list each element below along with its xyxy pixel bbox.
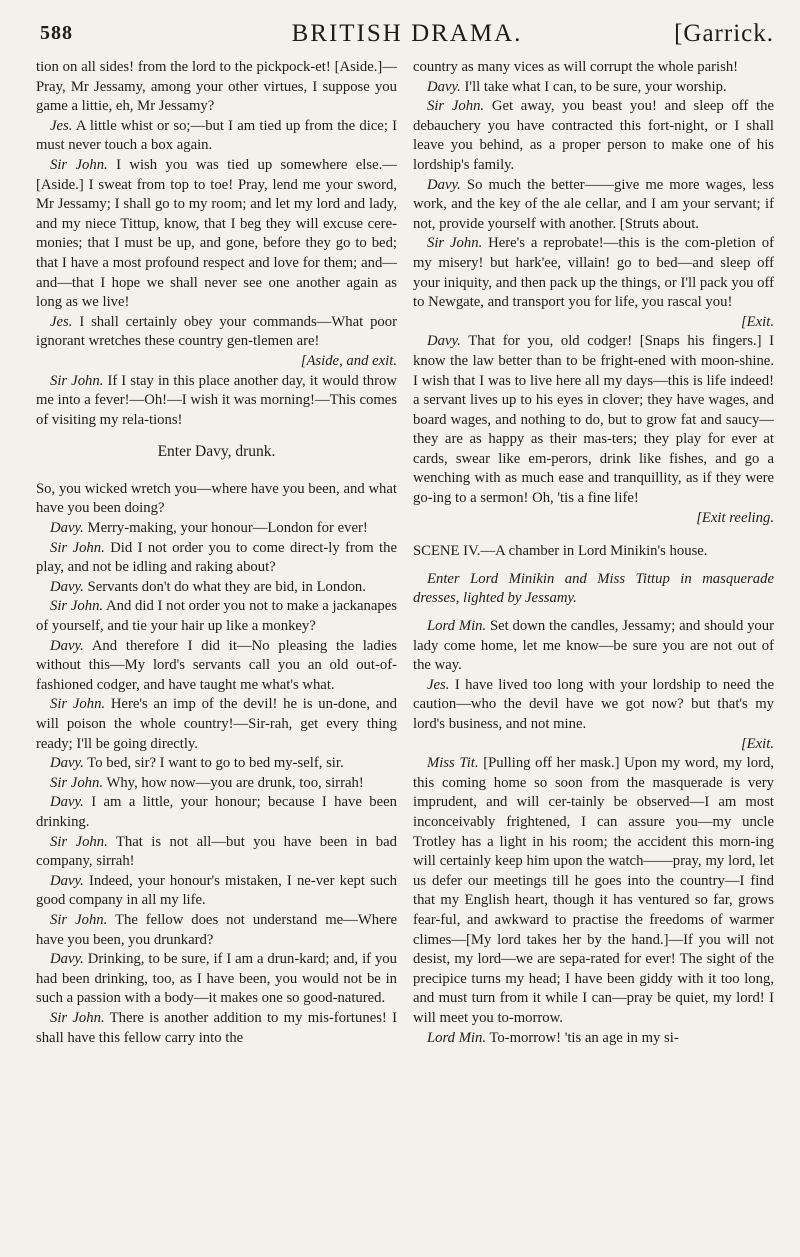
speech-text: I'll take what I can, to be sure, your worship. <box>464 78 727 95</box>
speaker-name: Sir John. <box>427 98 485 115</box>
speech <box>36 519 397 539</box>
speaker-name: Davy. <box>427 176 461 193</box>
speaker-name: Sir John. <box>50 598 104 615</box>
speech <box>36 637 397 696</box>
speaker-name: Jes. <box>50 313 73 330</box>
speech-text: A little whist or so;—but I am tied up from the dice; I must never touch a box again. <box>36 117 397 154</box>
speech <box>36 833 397 872</box>
speech-text: To bed, sir? I want to go to bed my-self, sir. <box>87 755 344 772</box>
speech <box>413 78 774 98</box>
speaker-name: Davy. <box>427 333 461 350</box>
speech-text: Merry-making, your honour—London for ever! <box>87 520 368 537</box>
speech-text: That is not all—but you have been in bad company, sirrah! <box>36 833 397 870</box>
speech-text: [Pulling off her mask.] Upon my word, my lord, this coming home so soon from the masquerade is very imprudent, and will cer-tainly be observed—I am most inconceivably frightened, I can assure you—my uncle Trotley has a light in his room; the accident this morn-ing will certainly keep him upon the watch——pray, my lord, let us defer our meetings till he goes into the country—I find that my English heart, though it has ventured so far, grows fear-ful, and awkward to practise the freedoms of warmer climes—[My lord takes her by the hand.]—If you will not desist, my lord—we are sepa-rated for ever! The sight of the precipice turns my head; I have been giddy with it too long, and must turn from it while I can—pray be quiet, my lord! I will meet you to-morrow. <box>413 755 774 1026</box>
speech <box>36 597 397 636</box>
speech-text: Why, how now—you are drunk, too, sirrah! <box>106 774 364 791</box>
speaker-name: Davy. <box>50 951 84 968</box>
speech <box>36 578 397 598</box>
speech <box>36 911 397 950</box>
speech-text: If I stay in this place another day, it would throw me into a fever!—Oh!—I wish it was morning!—This comes of visiting my rela-tions! <box>36 372 397 428</box>
stage-direction-exit: [Exit reeling. <box>696 509 774 526</box>
speaker-name: Davy. <box>50 520 84 537</box>
speaker-name: Sir John. <box>50 911 108 928</box>
speech <box>413 97 774 175</box>
speaker-name: Jes. <box>50 117 73 134</box>
speech-text: Did I not order you to come direct-ly from the play, and not be idling and raking about? <box>36 539 398 576</box>
speech <box>36 950 397 1009</box>
stage-direction-exit: [Exit. <box>740 313 774 330</box>
speech-text: Get away, you beast you! and sleep off the debauchery you have contracted this fort-night, or I shall leave you behind, as a proper person to make one of his lordship's family. <box>413 98 775 173</box>
speech <box>413 754 774 1028</box>
speaker-name: Sir John. <box>50 774 104 791</box>
speaker-name: Lord Min. <box>427 618 487 635</box>
speaker-name: Lord Min. <box>427 1029 487 1046</box>
speech-text: So much the better——give me more wages, less work, and the key of the ale cellar, and I am your servant; if not, provide yourself with another. [Struts about. <box>413 176 775 232</box>
speaker-name: Davy. <box>50 637 84 654</box>
speech <box>413 1029 774 1049</box>
speech <box>36 539 397 578</box>
stage-direction-entrance: Enter Lord Minikin and Miss Tittup in masquerade dresses, lighted by Jessamy. <box>413 570 774 607</box>
stage-direction-entrance: Enter Davy, drunk. <box>157 443 276 461</box>
speech-text: That for you, old codger! [Snaps his fingers.] I know the law better than to be fright-ened with moon-shine. I wish that I was to live here all my days—this is life indeed! a servant lives up to his eyes in clover; they have wages, and board wages, and nothing to do, but to grow fat and saucy—they are as happy as their mas-ters; they play for ever at cards, swear like em-perors, drink like fishes, and go a wenching with as much ease and tranquillity, as if they were go-ing to a sermon! Oh, 'tis a fine life! <box>413 333 774 507</box>
stage-direction-exit: [Exit. <box>740 735 774 752</box>
speaker-name: Sir John. <box>50 833 108 850</box>
speaker-name: Sir John. <box>50 696 106 713</box>
speech <box>36 754 397 774</box>
speech-text: The fellow does not understand me—Where have you been, you drunkard? <box>36 911 397 948</box>
speech <box>36 117 397 156</box>
left-column <box>36 58 397 1239</box>
speaker-name: Miss Tit. <box>427 755 479 772</box>
speech <box>413 617 774 676</box>
speaker-name: Davy. <box>50 794 84 811</box>
speech-text: Drinking, to be sure, if I am a drun-kard; and, if you had been drinking, too, as I have been, you would not be in such a passion with a body—it makes one so good-natured. <box>36 951 397 1007</box>
speaker-name: Sir John. <box>50 372 104 389</box>
speech-text: I shall certainly obey your commands—What poor ignorant wretches these country gen-tlemen are! <box>36 313 398 350</box>
right-column <box>413 58 774 1239</box>
text-columns <box>36 58 774 1239</box>
speech-text: I am a little, your honour; because I have been drinking. <box>36 794 397 830</box>
speech-text: Here's a reprobate!—this is the com-pletion of my misery! but hark'ee, villain! go to bed—and sleep off your iniquity, and then pack up the things, or I'll pack you off to Newgate, and transport you for life, you rascal you! <box>413 235 774 311</box>
speech-text: Servants don't do what they are bid, in London. <box>87 578 366 595</box>
speech-text: I wish you was tied up somewhere else.—[Aside.] I sweat from top to toe! Pray, lend me your sword, Mr Jessamy; I shall go to my room; and let my lord and lady, and my niece Tittup, know, that I beg they will excuse cere-monies; that I must be up, and gone, before they go to bed; that I have a most profound respect and love for them; and—and—that I hope we shall never see one another again as long as we live! <box>36 156 397 311</box>
speech <box>413 332 774 508</box>
speech-text: Set down the candles, Jessamy; and should your lady come home, let me know—be sure you are not out of the way. <box>413 618 775 674</box>
speech-text: And did I not order you not to make a jackanapes of yourself, and tie your hair up like a monkey? <box>36 598 397 635</box>
speech-text: There is another addition to my mis-fortunes! I shall have this fellow carry into the <box>36 1009 397 1046</box>
speech-text: Here's an imp of the devil! he is un-done, and will poison the whole country!—Sir-rah, get every thing ready; I'll be going directly. <box>36 696 397 752</box>
text-paragraph <box>36 480 397 519</box>
speech-text: tion on all sides! from the lord to the pickpock-et! [Aside.]—Pray, Mr Jessamy, among your other virtues, I suppose you game a littie, eh, Mr Jessamy? <box>36 59 397 115</box>
running-author: [Garrick. <box>674 20 774 47</box>
speech <box>36 793 397 832</box>
speech <box>413 176 774 235</box>
speaker-name: Sir John. <box>50 1009 105 1026</box>
speech <box>36 372 397 431</box>
page-header <box>40 20 774 52</box>
speech-text: To-morrow! 'tis an age in my si- <box>489 1029 679 1046</box>
speech-text: And therefore I did it—No pleasing the ladies without this—My lord's servants call you an old out-of-fashioned codger, and have taught me what's what. <box>36 637 397 693</box>
speaker-name: Jes. <box>427 676 450 693</box>
page-number: 588 <box>40 22 73 44</box>
speaker-name: Sir John. <box>50 156 108 173</box>
speech <box>36 774 397 794</box>
speech <box>413 676 774 735</box>
speaker-name: Davy. <box>427 78 461 95</box>
speech-text: So, you wicked wretch you—where have you been, and what have you been doing? <box>36 480 397 517</box>
speech <box>36 695 397 754</box>
speech <box>36 872 397 911</box>
speaker-name: Davy. <box>50 755 84 772</box>
speech <box>36 1009 397 1048</box>
scene-heading: SCENE IV.—A chamber in Lord Minikin's house. <box>413 543 708 560</box>
speech <box>413 234 774 312</box>
speech <box>36 313 397 352</box>
speaker-name: Sir John. <box>50 539 105 556</box>
speech-text: Indeed, your honour's mistaken, I ne-ver kept such good company in all my life. <box>36 872 397 909</box>
text-paragraph <box>36 58 397 117</box>
speech <box>36 156 397 313</box>
speaker-name: Sir John. <box>427 235 483 252</box>
running-title: BRITISH DRAMA. <box>291 20 523 47</box>
speaker-name: Davy. <box>50 872 84 889</box>
speech-text: country as many vices as will corrupt the whole parish! <box>413 59 739 75</box>
stage-direction-exit: [Aside, and exit. <box>300 352 397 369</box>
speech-text: I have lived too long with your lordship to need the caution—who the devil have we got now? but that's my lord's business, and not mine. <box>413 676 774 732</box>
speaker-name: Davy. <box>50 578 84 595</box>
text-paragraph <box>413 58 774 78</box>
